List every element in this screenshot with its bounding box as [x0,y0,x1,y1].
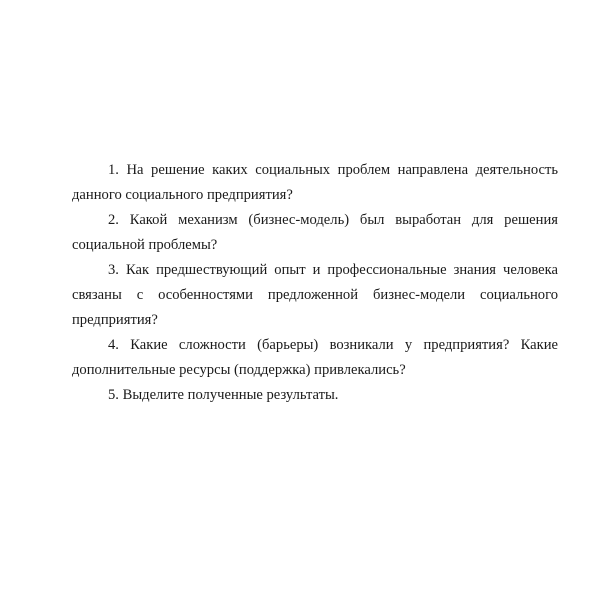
question-3 [72,258,558,333]
question-list [72,158,558,408]
question-4 [72,333,558,383]
question-text: На решение каких социальных проблем направлена деятельность данного социального предприятия? [72,162,558,203]
question-number: 5. [108,387,119,403]
question-number: 1. [108,162,119,178]
question-text: Какой механизм (бизнес-модель) был выработан для решения социальной проблемы? [72,212,558,253]
question-text: Выделите полученные результаты. [122,387,339,403]
question-text: Какие сложности (барьеры) возникали у предприятия? Какие дополнительные ресурсы (поддержка) привлекались? [72,337,558,378]
question-text: Как предшествующий опыт и профессиональные знания человека связаны с особенностями предложенной бизнес-модели социального предприятия? [72,262,559,328]
question-number: 2. [108,212,119,228]
question-5 [72,383,558,408]
question-number: 4. [108,337,119,353]
question-1 [72,158,558,208]
question-2 [72,208,558,258]
question-number: 3. [108,262,119,278]
